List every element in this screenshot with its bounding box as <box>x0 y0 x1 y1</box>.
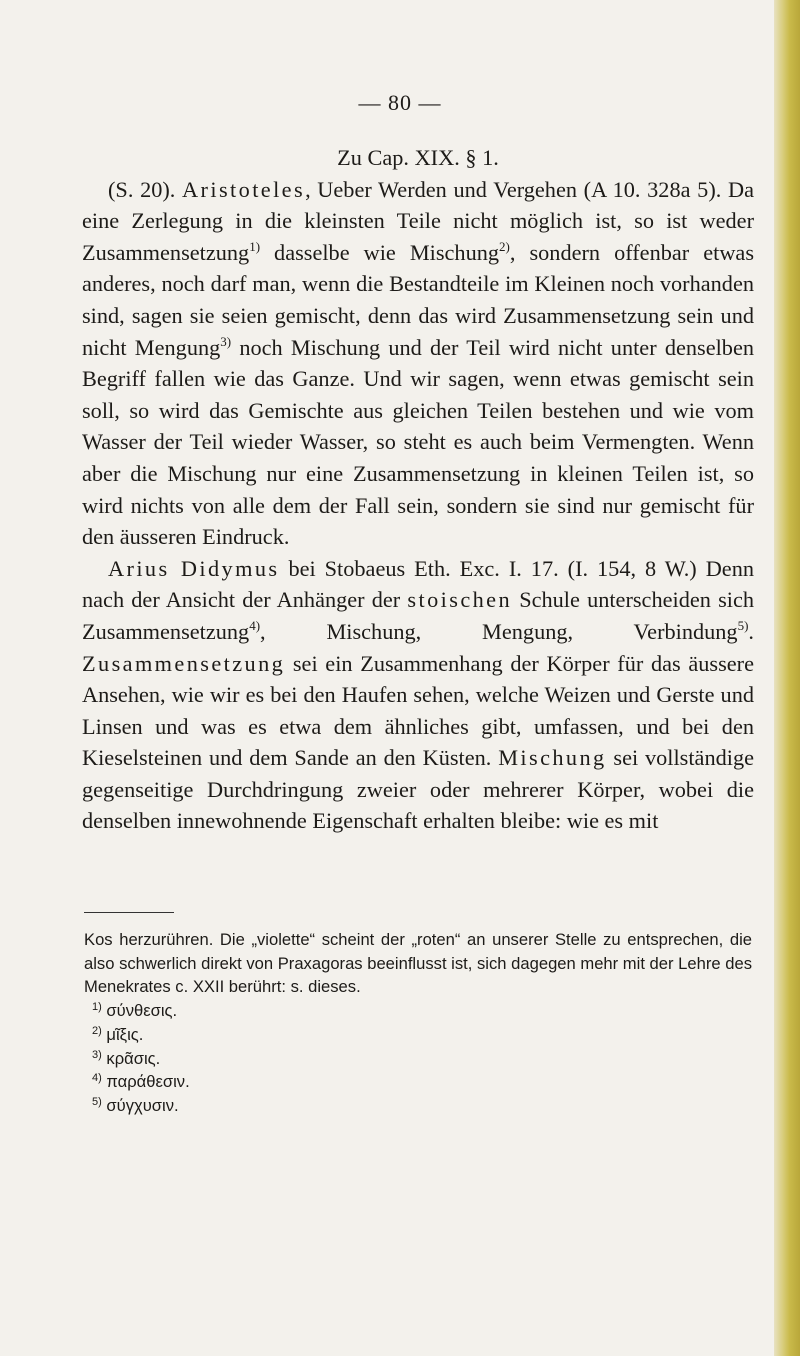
body-text: Schule unterscheiden sich Zusammensetzung <box>82 587 754 644</box>
footnote-item <box>84 1094 752 1118</box>
main-text <box>82 142 754 837</box>
body-text: , Mischung, Mengung, Verbindung <box>260 618 738 644</box>
footnotes <box>84 928 752 1118</box>
footnote-item <box>84 999 752 1023</box>
spaced-emphasis-text: stoischen <box>407 587 513 613</box>
body-text: (S. 20). <box>108 176 183 202</box>
page-number: — 80 — <box>358 90 442 115</box>
paragraph-arius-didymus <box>82 553 754 837</box>
footnote-text: σύνθεσις. <box>101 1001 178 1021</box>
body-text: bei Stobaeus Eth. Exc. I. 17. (I. 154, 8 W.) Denn nach der Ansicht der Anhänger der <box>82 555 754 613</box>
body-text: dasselbe wie Mischung <box>260 239 500 265</box>
body-text: , Ueber Werden und Vergehen (A 10. 328a 5). Da eine Zerlegung in die kleinsten Teile nicht möglich ist, so ist weder Zusammensetzung <box>82 176 754 265</box>
footnote-mark: 4) <box>92 1072 102 1085</box>
footnote-text: μῖξις. <box>101 1024 144 1044</box>
footnote-item <box>84 1023 752 1047</box>
spaced-emphasis-text: Mischung <box>498 745 607 771</box>
spaced-emphasis-text: Arius Didymus <box>108 555 280 581</box>
page-edge-strip <box>774 0 800 1356</box>
footnote-mark: 2) <box>92 1024 102 1037</box>
footnote-ref: 3) <box>220 333 232 349</box>
body-text: noch Mischung und der Teil wird nicht unter denselben Begriff fallen wie das Ganze. Und wir sagen, wenn etwas gemischt sein soll, so wird das Gemischte aus gleichen Teilen bestehen und wie vom Wasser der Teil wieder Wasser, so steht es auch beim Vermengten. Wenn aber die Mischung nur eine Zusammensetzung in kleinen Teilen ist, so wird nichts von alle dem der Fall sein, sondern sie sind nur gemischt für den äusseren Eindruck. <box>82 334 754 550</box>
footnote-ref: 1) <box>249 238 261 254</box>
spaced-emphasis-text: Zusammensetzung <box>82 650 286 676</box>
footnote-mark: 3) <box>92 1048 102 1061</box>
footnote-text: σύγχυσιν. <box>101 1095 179 1115</box>
body-text: , sondern offenbar etwas anderes, noch darf man, wenn die Bestandteile im Kleinen noch vorhanden sind, sagen sie seien gemischt, denn das wird Zusammensetzung sein und nicht Mengung <box>82 239 754 360</box>
footnote-item <box>84 1047 752 1071</box>
spaced-emphasis-text: Aristoteles <box>182 176 306 202</box>
footnote-ref: 2) <box>499 238 510 254</box>
footnote-ref: 5) <box>737 617 749 633</box>
footnote-mark: 1) <box>92 1001 102 1014</box>
footnote-list <box>84 999 752 1118</box>
footnote-text: παράθεσιν. <box>101 1072 190 1092</box>
footnote-rule <box>84 912 174 913</box>
footnote-mark: 5) <box>92 1095 102 1108</box>
footnote-ref: 4) <box>249 617 261 633</box>
paragraph-aristoteles <box>82 174 754 553</box>
body-text: sei ein Zusammenhang der Körper für das äussere Ansehen, wie wir es bei den Haufen sehen, welche Weizen und Gerste und Linsen und was es etwa dem ähnliches gibt, umfassen, und bei den Kieselsteinen und dem Sande an den Küsten. <box>82 650 754 771</box>
body-text: . <box>748 618 754 644</box>
section-heading: Zu Cap. XIX. § 1. <box>337 145 499 170</box>
body-text: sei vollständige gegenseitige Durchdringung zweier oder mehrerer Körper, wobei die denselben innewohnende Eigenschaft erhalten bleibe: wie es mit <box>82 745 754 834</box>
footnote-continuation: Kos herzurühren. Die „violette“ scheint der „roten“ an unserer Stelle zu entsprechen, die also schwerlich direkt von Praxagoras beeinflusst ist, sich dagegen mehr mit der Lehre des Menekrates c. XXII berührt: s. dieses. <box>84 930 752 997</box>
footnote-item <box>84 1070 752 1094</box>
footnote-text: κρᾶσις. <box>101 1048 161 1068</box>
